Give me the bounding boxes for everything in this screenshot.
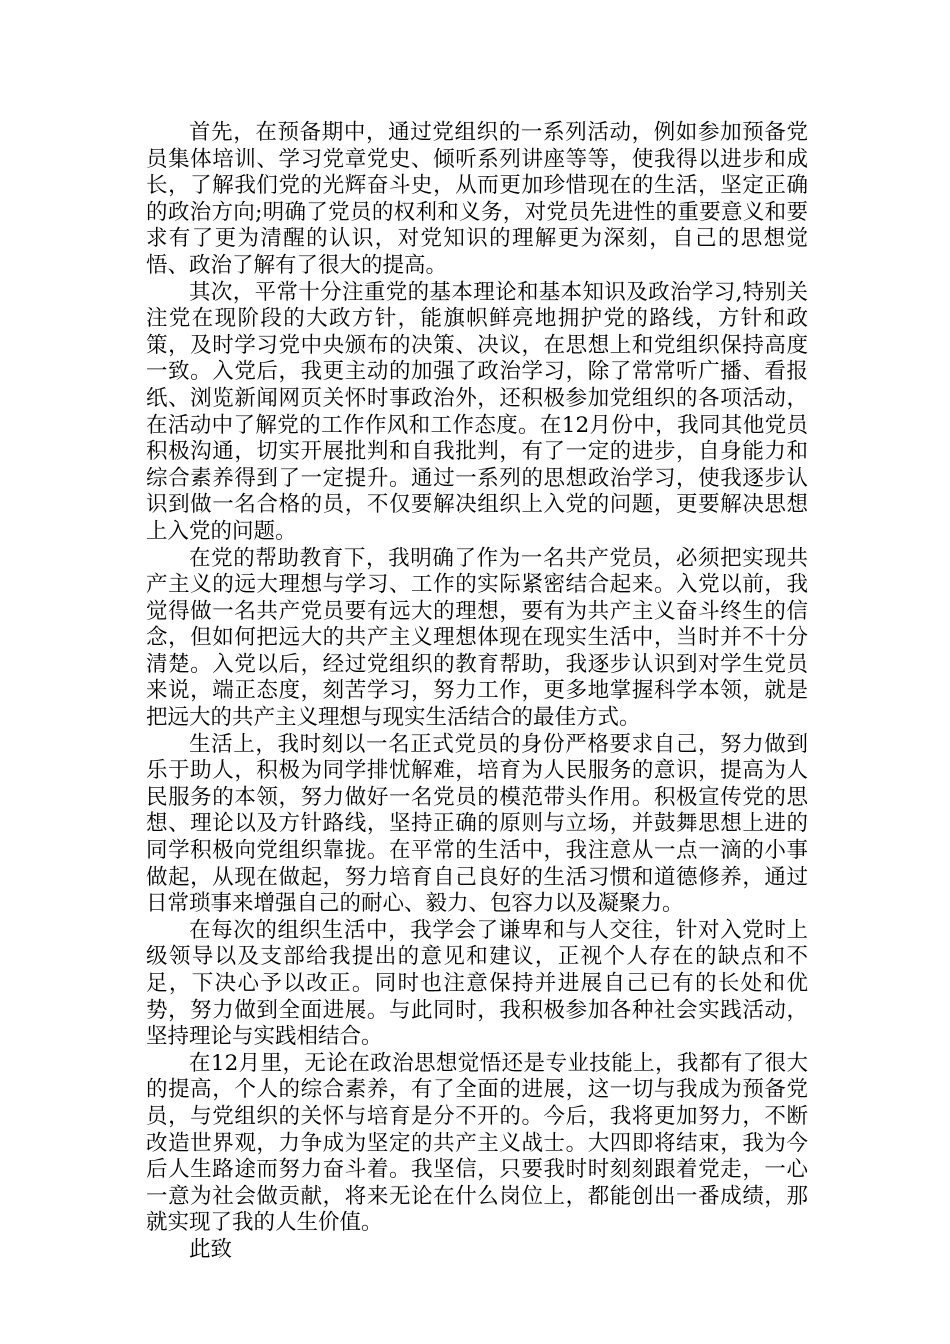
paragraph-1: 首先，在预备期中，通过党组织的一系列活动，例如参加预备党员集体培训、学习党章党史、倾听系列讲座等等，使我得以进步和成长，了解我们党的光辉奋斗史，从而更加珍惜现在的生活，坚定正确的政治方向;明确了党员的权利和义务，对党员先进性的重要意义和要求有了更为清醒的认识，对党知识的理解更为深刻，自己的思想觉悟、政治了解有了很大的提高。: [146, 120, 808, 278]
paragraph-5: 在每次的组织生活中，我学会了谦卑和与人交往，针对入党时上级领导以及支部给我提出的意见和建议，正视个人存在的缺点和不足，下决心予以改正。同时也注意保持并进展自己已有的长处和优势，努力做到全面进展。与此同时，我积极参加各种社会实践活动，坚持理论与实践相结合。: [146, 917, 808, 1050]
paragraph-2: 其次，平常十分注重党的基本理论和基本知识及政治学习,特别关注党在现阶段的大政方针，能旗帜鲜亮地拥护党的路线，方针和政策，及时学习党中央颁布的决策、决议，在思想上和党组织保持高度一致。入党后，我更主动的加强了政治学习，除了常常听广播、看报纸、浏览新闻网页关怀时事政治外，还积极参加党组织的各项活动，在活动中了解党的工作作风和工作态度。在12月份中，我同其他党员积极沟通，切实开展批判和自我批判，有了一定的进步，自身能力和综合素养得到了一定提升。通过一系列的思想政治学习，使我逐步认识到做一名合格的员，不仅要解决组织上入党的问题，更要解决思想上入党的问题。: [146, 279, 808, 544]
paragraph-3: 在党的帮助教育下，我明确了作为一名共产党员，必须把实现共产主义的远大理想与学习、工作的实际紧密结合起来。入党以前，我觉得做一名共产党员要有远大的理想，要有为共产主义奋斗终生的信念，但如何把远大的共产主义理想体现在现实生活中，当时并不十分清楚。入党以后，经过党组织的教育帮助，我逐步认识到对学生党员来说，端正态度，刻苦学习，努力工作，更多地掌握科学本领，就是把远大的共产主义理想与现实生活结合的最佳方式。: [146, 545, 808, 731]
paragraph-4: 生活上，我时刻以一名正式党员的身份严格要求自己，努力做到乐于助人，积极为同学排忧解难，培育为人民服务的意识，提高为人民服务的本领，努力做好一名党员的模范带头作用。积极宣传党的思想、理论以及方针路线，坚持正确的原则与立场，并鼓舞思想上进的同学积极向党组织靠拢。在平常的生活中，我注意从一点一滴的小事做起，从现在做起，努力培育自己良好的生活习惯和道德修养，通过日常琐事来增强自己的耐心、毅力、包容力以及凝聚力。: [146, 731, 808, 917]
paragraph-6: 在12月里，无论在政治思想觉悟还是专业技能上，我都有了很大的提高，个人的综合素养，有了全面的进展，这一切与我成为预备党员，与党组织的关怀与培育是分不开的。今后，我将更加努力，不断改造世界观，力争成为坚定的共产主义战士。大四即将结束，我为今后人生路途而努力奋斗着。我坚信，只要我时时刻刻跟着党走，一心一意为社会做贡献，将来无论在什么岗位上，都能创出一番成绩，那就实现了我的人生价值。: [146, 1050, 808, 1236]
closing-salutation: 此致: [189, 1236, 233, 1262]
document-body: [146, 120, 808, 1264]
